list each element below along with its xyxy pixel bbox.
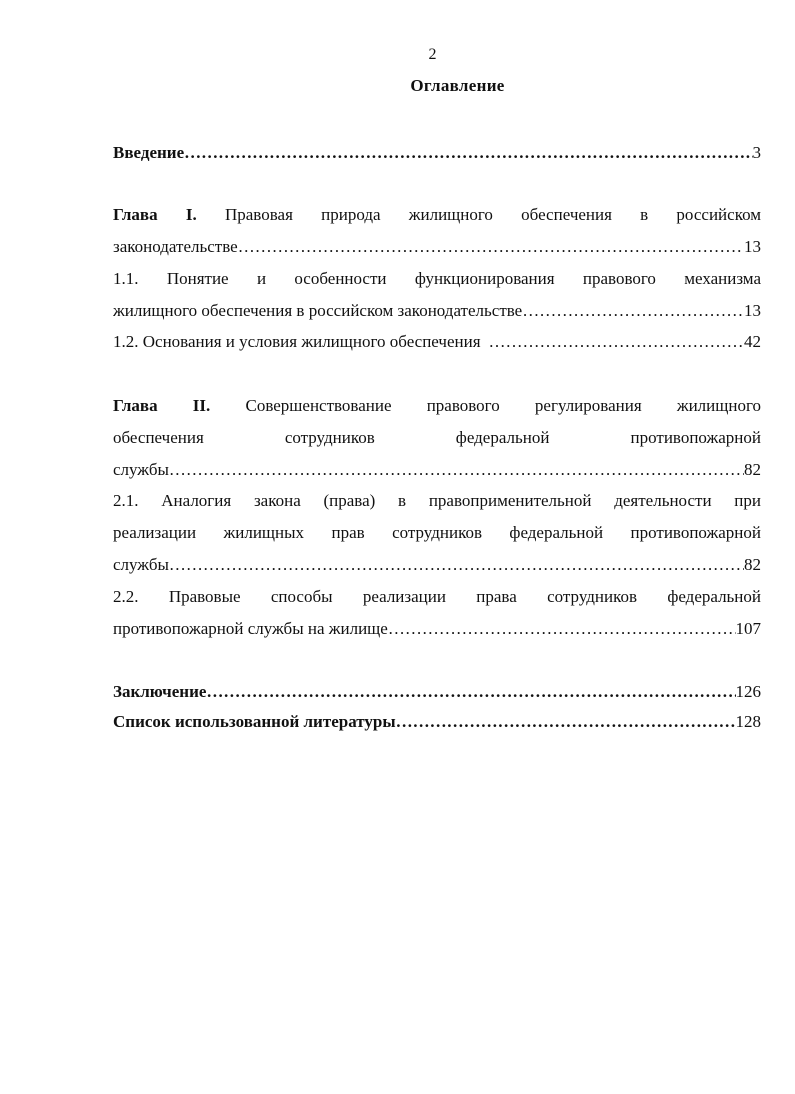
- chapter-2-title-line2: обеспечения сотрудников федеральной противопожарной: [113, 428, 761, 447]
- leader-dots: [206, 682, 735, 702]
- chapter-2-title-cont: службы: [113, 460, 169, 479]
- leader-dots: [184, 143, 752, 163]
- conclusion-label: Заключение: [113, 682, 207, 701]
- chapter-1-title-cont: законодательстве: [113, 237, 238, 256]
- chapter-2-page: 82: [744, 460, 761, 479]
- toc-entry-chapter-1[interactable]: [113, 205, 761, 225]
- toc-entry-section-1-1-cont[interactable]: [113, 301, 761, 321]
- toc-entry-intro[interactable]: [113, 143, 761, 163]
- chapter-1-number: Глава I.: [113, 205, 197, 224]
- toc-entry-conclusion[interactable]: [113, 682, 761, 702]
- toc-entry-chapter-2-line2[interactable]: [113, 428, 761, 448]
- section-2-1-page: 82: [744, 555, 761, 574]
- chapter-2-number: Глава II.: [113, 396, 211, 415]
- leader-dots: [238, 237, 744, 257]
- toc-entry-section-2-2-cont[interactable]: [113, 619, 761, 639]
- chapter-1-title: Правовая природа жилищного обеспечения в российском: [224, 205, 761, 224]
- section-2-1-line2: реализации жилищных прав сотрудников федеральной противопожарной: [113, 523, 761, 542]
- toc-entry-section-2-1[interactable]: [113, 491, 761, 511]
- leader-dots: [388, 619, 736, 639]
- toc-entry-section-2-2[interactable]: [113, 587, 761, 607]
- leader-dots: [169, 460, 744, 480]
- leader-dots: [169, 555, 744, 575]
- toc-entry-chapter-2[interactable]: [113, 396, 761, 416]
- leader-dots: [522, 301, 744, 321]
- toc-entry-section-2-1-cont[interactable]: [113, 555, 761, 575]
- chapter-2-title: Совершенствование правового регулирования жилищного: [245, 396, 761, 415]
- section-2-1-line3: службы: [113, 555, 169, 574]
- section-1-1-page: 13: [744, 301, 761, 320]
- references-label: Список использованной литературы: [113, 712, 396, 731]
- toc-title: Оглавление: [410, 76, 505, 95]
- chapter-1-page: 13: [744, 237, 761, 256]
- toc-entry-references[interactable]: [113, 712, 761, 732]
- section-1-1-line2: жилищного обеспечения в российском законодательстве: [113, 301, 523, 320]
- section-2-2-page: 107: [735, 619, 761, 638]
- leader-dots: [396, 712, 736, 732]
- toc-entry-section-1-2[interactable]: [113, 332, 761, 352]
- toc-entry-chapter-2-cont[interactable]: [113, 460, 761, 480]
- section-1-2-page: 42: [744, 332, 761, 351]
- conclusion-page: 126: [735, 682, 761, 701]
- toc-entry-section-1-1[interactable]: [113, 269, 761, 289]
- references-page: 128: [735, 712, 761, 731]
- leader-dots: [489, 332, 744, 352]
- toc-entry-section-2-1-line2[interactable]: [113, 523, 761, 543]
- section-2-1-line1: 2.1. Аналогия закона (права) в правоприменительной деятельности при: [113, 491, 761, 510]
- toc-intro-label: Введение: [113, 143, 185, 162]
- toc-entry-chapter-1-cont[interactable]: [113, 237, 761, 257]
- section-2-2-line1: 2.2. Правовые способы реализации права сотрудников федеральной: [113, 587, 761, 606]
- section-1-2-label: 1.2. Основания и условия жилищного обеспечения: [113, 332, 481, 351]
- toc-intro-page: 3: [752, 143, 761, 162]
- section-2-2-line2: противопожарной службы на жилище: [113, 619, 388, 638]
- section-1-1-line1: 1.1. Понятие и особенности функционирования правового механизма: [113, 269, 761, 288]
- page-number: 2: [428, 46, 437, 63]
